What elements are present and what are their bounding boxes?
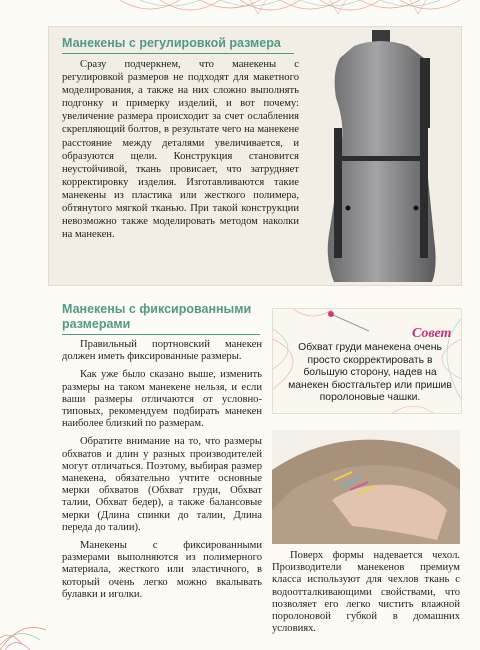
tip-text: Обхват груди манекена очень просто скорректировать в большую сторону, надев на манекен бюстгальтер или пришив поролоновые чашки. [288, 342, 452, 404]
paragraph: Сразу подчеркнем, что манекены с регулировкой размеров не подходят для макетного моделирования, а также на них сложно выполнять подгонку и примерку изделий, и вот почему: увеличение размера происходит за счет ослабления скрепляющий болтов, в результате чего на манекене расстояние между деталями увеличивается, и образуются щели. Конструкция становится неустойчивой, ткань провисает, что затрудняет корректировку изделия. Изготавливаются такие манекены из пластика или жесткого полимера, обтянутого мягкой тканью. При такой конструкции невозможно также моделировать методом наколки на манекен. [62, 59, 299, 241]
paragraph: Манекены с фиксированными размерами выполняются из полимерного материала, жесткого или эластичного, в который очень легко можно вкалывать булавки и иголки. [62, 540, 262, 600]
section-heading-fixed: Манекены с фиксированными размерами [62, 302, 252, 331]
section-heading-adjustable: Манекены с регулировкой размера [62, 36, 281, 50]
top-ornament [0, 0, 480, 22]
pinning-photo [272, 430, 460, 544]
corner-ornament [0, 600, 46, 650]
paragraph: Обратите внимание на то, что размеры обхватов и длин у разных производителей могут отличаться. Поэтому, выбирая размер манекена, обязательно учтите основные мерки обхватов (Обхват груди, Обхват талии, Обхват бедер), а также балансовые мерки (Длина спинки до талии, Длина переда до талии). [62, 436, 262, 533]
adjustable-section-text [62, 58, 299, 241]
fixed-section-text [62, 339, 262, 607]
tip-label: Совет [412, 326, 452, 341]
heading-underline [62, 53, 294, 54]
cover-section-text [272, 550, 460, 635]
adjustable-mannequin-image [302, 28, 462, 284]
paragraph: Поверх формы надевается чехол. Производители манекенов премиум класса используют для чехлов ткань с водоотталкивающими свойствами, что позволяет его легко чистить влажной поролоновой губкой в домашних условиях. [272, 550, 460, 635]
heading-underline [62, 334, 260, 335]
paragraph: Как уже было сказано выше, изменить размеры на таком манекене нельзя, и если ваши размеры отличаются от условно-типовых, рекомендуем подбирать манекен наиболее близкий по размерам. [62, 369, 262, 430]
paragraph: Правильный портновский манекен должен иметь фиксированные размеры. [62, 339, 262, 363]
